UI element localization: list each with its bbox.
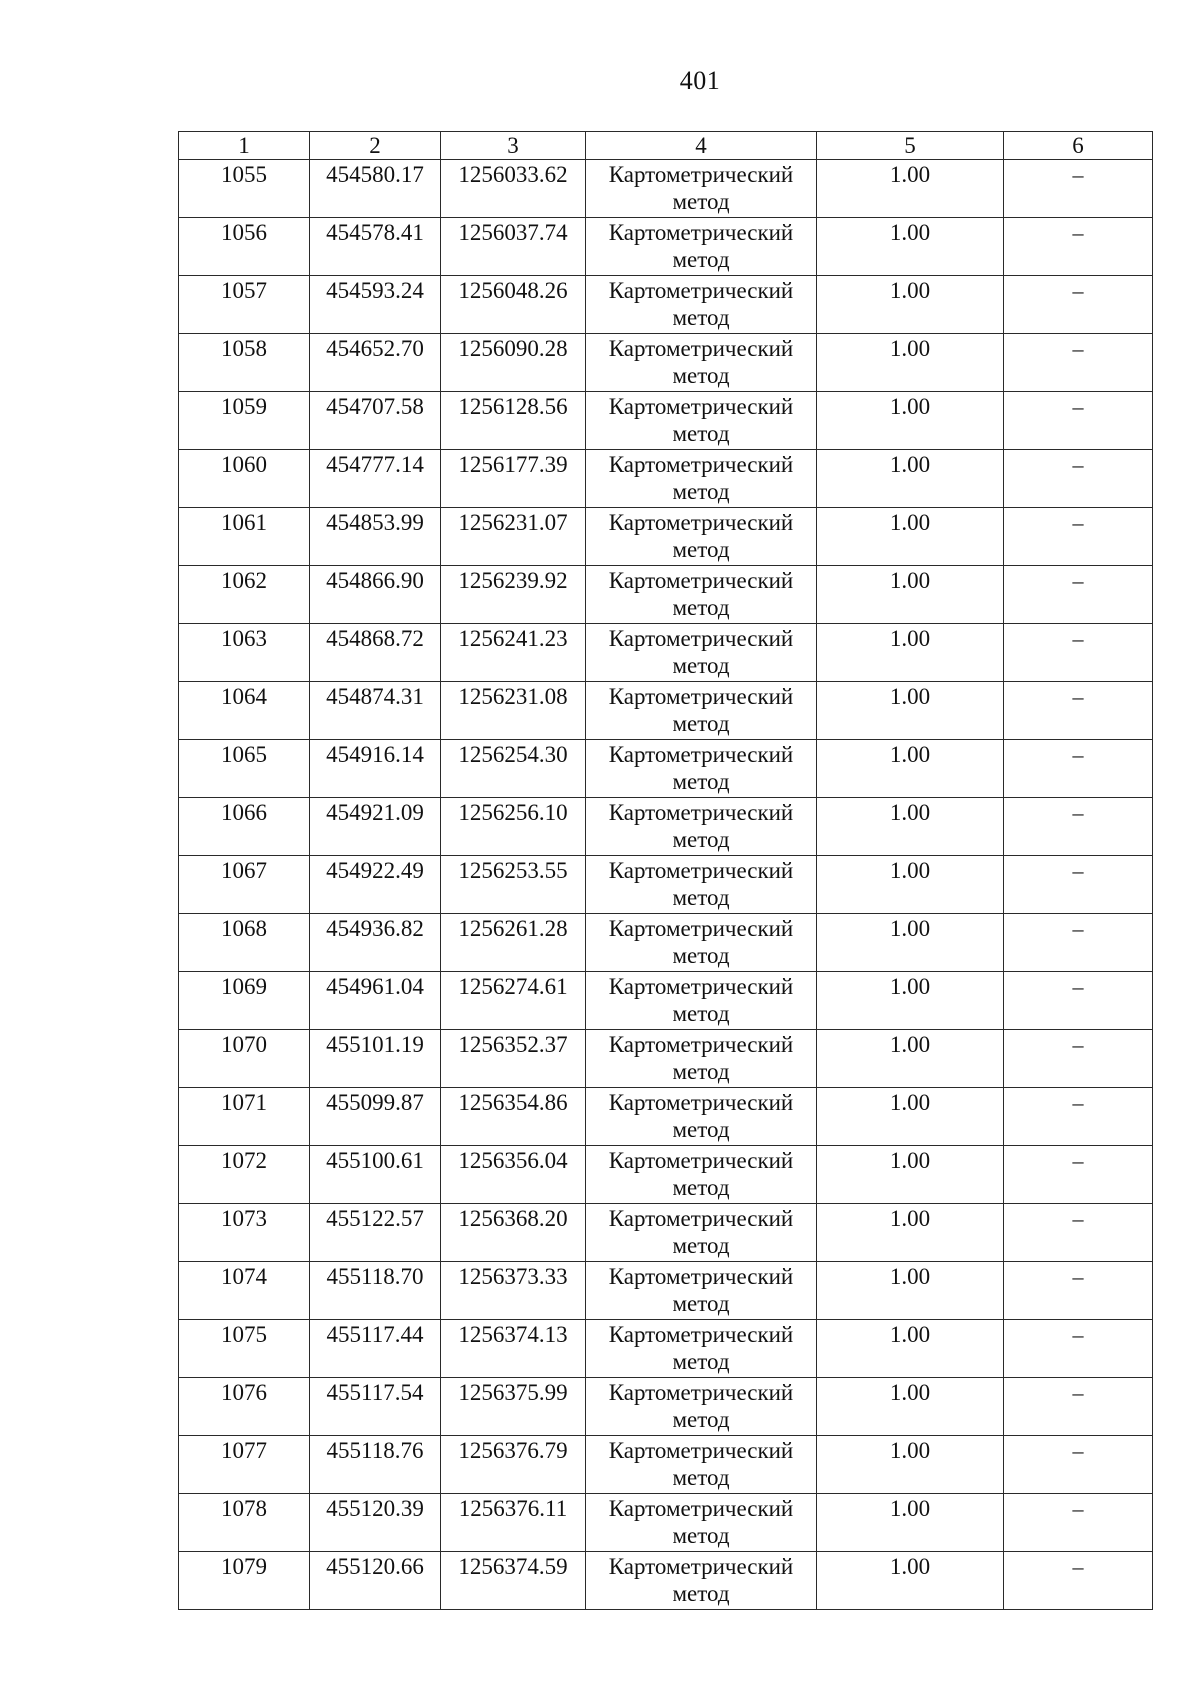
accuracy-cell: 1.00 (817, 1262, 1004, 1320)
method-line-1: Картометрический (608, 1554, 794, 1579)
method-line-2: метод (672, 711, 730, 736)
method-line-1: Картометрический (608, 1380, 794, 1405)
note-cell: – (1004, 1146, 1153, 1204)
point-number-cell: 1063 (179, 624, 310, 682)
coordinates-table (178, 131, 1153, 1610)
x-coordinate-cell: 455120.39 (310, 1494, 441, 1552)
method-line-2: метод (672, 1117, 730, 1142)
x-coordinate-cell: 455100.61 (310, 1146, 441, 1204)
note-cell: – (1004, 914, 1153, 972)
table-row (179, 740, 1153, 798)
accuracy-cell: 1.00 (817, 1030, 1004, 1088)
x-coordinate-cell: 454580.17 (310, 160, 441, 218)
method-line-2: метод (672, 1233, 730, 1258)
column-header: 4 (586, 132, 817, 160)
table-row (179, 1030, 1153, 1088)
y-coordinate-cell: 1256376.11 (441, 1494, 586, 1552)
method-cell (586, 1320, 817, 1378)
x-coordinate-cell: 454868.72 (310, 624, 441, 682)
x-coordinate-cell: 454707.58 (310, 392, 441, 450)
y-coordinate-cell: 1256374.13 (441, 1320, 586, 1378)
column-header: 1 (179, 132, 310, 160)
table-row (179, 218, 1153, 276)
accuracy-cell: 1.00 (817, 566, 1004, 624)
table-row (179, 334, 1153, 392)
point-number-cell: 1056 (179, 218, 310, 276)
note-cell: – (1004, 1320, 1153, 1378)
note-cell: – (1004, 392, 1153, 450)
method-line-2: метод (672, 769, 730, 794)
x-coordinate-cell: 454593.24 (310, 276, 441, 334)
method-line-2: метод (672, 943, 730, 968)
accuracy-cell: 1.00 (817, 1320, 1004, 1378)
note-cell: – (1004, 1436, 1153, 1494)
method-line-2: метод (672, 421, 730, 446)
method-line-1: Картометрический (608, 916, 794, 941)
method-line-2: метод (672, 1291, 730, 1316)
note-cell: – (1004, 624, 1153, 682)
method-line-1: Картометрический (608, 452, 794, 477)
accuracy-cell: 1.00 (817, 1088, 1004, 1146)
method-line-2: метод (672, 1523, 730, 1548)
y-coordinate-cell: 1256356.04 (441, 1146, 586, 1204)
method-line-1: Картометрический (608, 162, 794, 187)
y-coordinate-cell: 1256048.26 (441, 276, 586, 334)
table-header-row (179, 132, 1153, 160)
point-number-cell: 1060 (179, 450, 310, 508)
x-coordinate-cell: 454921.09 (310, 798, 441, 856)
method-cell (586, 1088, 817, 1146)
method-line-1: Картометрический (608, 684, 794, 709)
x-coordinate-cell: 454936.82 (310, 914, 441, 972)
method-line-2: метод (672, 653, 730, 678)
table-row (179, 682, 1153, 740)
accuracy-cell: 1.00 (817, 798, 1004, 856)
accuracy-cell: 1.00 (817, 740, 1004, 798)
note-cell: – (1004, 218, 1153, 276)
method-line-2: метод (672, 537, 730, 562)
method-line-2: метод (672, 305, 730, 330)
method-cell (586, 276, 817, 334)
accuracy-cell: 1.00 (817, 1552, 1004, 1610)
accuracy-cell: 1.00 (817, 1436, 1004, 1494)
page-number: 401 (679, 66, 721, 95)
method-line-1: Картометрический (608, 1438, 794, 1463)
method-line-2: метод (672, 1349, 730, 1374)
method-line-1: Картометрический (608, 858, 794, 883)
method-line-2: метод (672, 1465, 730, 1490)
x-coordinate-cell: 454777.14 (310, 450, 441, 508)
method-cell (586, 1552, 817, 1610)
method-line-2: метод (672, 827, 730, 852)
point-number-cell: 1078 (179, 1494, 310, 1552)
method-line-1: Картометрический (608, 336, 794, 361)
note-cell: – (1004, 508, 1153, 566)
point-number-cell: 1075 (179, 1320, 310, 1378)
method-line-2: метод (672, 1059, 730, 1084)
point-number-cell: 1072 (179, 1146, 310, 1204)
table-row (179, 1378, 1153, 1436)
method-line-2: метод (672, 595, 730, 620)
note-cell: – (1004, 276, 1153, 334)
point-number-cell: 1076 (179, 1378, 310, 1436)
method-cell (586, 508, 817, 566)
table-row (179, 392, 1153, 450)
table-row (179, 1146, 1153, 1204)
method-line-2: метод (672, 479, 730, 504)
method-cell (586, 682, 817, 740)
point-number-cell: 1073 (179, 1204, 310, 1262)
method-line-2: метод (672, 885, 730, 910)
method-cell (586, 160, 817, 218)
y-coordinate-cell: 1256375.99 (441, 1378, 586, 1436)
note-cell: – (1004, 1088, 1153, 1146)
method-line-1: Картометрический (608, 1148, 794, 1173)
y-coordinate-cell: 1256274.61 (441, 972, 586, 1030)
note-cell: – (1004, 1204, 1153, 1262)
table-row (179, 1552, 1153, 1610)
x-coordinate-cell: 454578.41 (310, 218, 441, 276)
table-row (179, 1088, 1153, 1146)
note-cell: – (1004, 566, 1153, 624)
x-coordinate-cell: 455118.76 (310, 1436, 441, 1494)
method-cell (586, 740, 817, 798)
note-cell: – (1004, 798, 1153, 856)
y-coordinate-cell: 1256239.92 (441, 566, 586, 624)
note-cell: – (1004, 1262, 1153, 1320)
accuracy-cell: 1.00 (817, 276, 1004, 334)
x-coordinate-cell: 454866.90 (310, 566, 441, 624)
table-row (179, 566, 1153, 624)
note-cell: – (1004, 740, 1153, 798)
table-row (179, 1494, 1153, 1552)
x-coordinate-cell: 454874.31 (310, 682, 441, 740)
note-cell: – (1004, 856, 1153, 914)
note-cell: – (1004, 972, 1153, 1030)
x-coordinate-cell: 455101.19 (310, 1030, 441, 1088)
table-row (179, 972, 1153, 1030)
point-number-cell: 1071 (179, 1088, 310, 1146)
method-line-2: метод (672, 1581, 730, 1606)
point-number-cell: 1067 (179, 856, 310, 914)
accuracy-cell: 1.00 (817, 1494, 1004, 1552)
accuracy-cell: 1.00 (817, 1146, 1004, 1204)
table-row (179, 276, 1153, 334)
method-line-2: метод (672, 1175, 730, 1200)
method-cell (586, 1146, 817, 1204)
point-number-cell: 1059 (179, 392, 310, 450)
table-row (179, 450, 1153, 508)
point-number-cell: 1064 (179, 682, 310, 740)
note-cell: – (1004, 450, 1153, 508)
table-row (179, 914, 1153, 972)
note-cell: – (1004, 1030, 1153, 1088)
accuracy-cell: 1.00 (817, 624, 1004, 682)
method-line-2: метод (672, 247, 730, 272)
method-line-2: метод (672, 363, 730, 388)
method-cell (586, 218, 817, 276)
method-line-2: метод (672, 1407, 730, 1432)
accuracy-cell: 1.00 (817, 334, 1004, 392)
method-line-2: метод (672, 189, 730, 214)
accuracy-cell: 1.00 (817, 1204, 1004, 1262)
note-cell: – (1004, 334, 1153, 392)
y-coordinate-cell: 1256368.20 (441, 1204, 586, 1262)
point-number-cell: 1065 (179, 740, 310, 798)
method-line-1: Картометрический (608, 1032, 794, 1057)
point-number-cell: 1058 (179, 334, 310, 392)
accuracy-cell: 1.00 (817, 392, 1004, 450)
method-line-1: Картометрический (608, 1264, 794, 1289)
x-coordinate-cell: 454853.99 (310, 508, 441, 566)
x-coordinate-cell: 454652.70 (310, 334, 441, 392)
y-coordinate-cell: 1256256.10 (441, 798, 586, 856)
note-cell: – (1004, 160, 1153, 218)
accuracy-cell: 1.00 (817, 508, 1004, 566)
x-coordinate-cell: 454916.14 (310, 740, 441, 798)
x-coordinate-cell: 455117.54 (310, 1378, 441, 1436)
method-cell (586, 1436, 817, 1494)
method-cell (586, 624, 817, 682)
method-cell (586, 856, 817, 914)
accuracy-cell: 1.00 (817, 972, 1004, 1030)
y-coordinate-cell: 1256231.08 (441, 682, 586, 740)
method-cell (586, 1262, 817, 1320)
y-coordinate-cell: 1256254.30 (441, 740, 586, 798)
y-coordinate-cell: 1256261.28 (441, 914, 586, 972)
method-line-1: Картометрический (608, 510, 794, 535)
point-number-cell: 1062 (179, 566, 310, 624)
method-line-1: Картометрический (608, 568, 794, 593)
y-coordinate-cell: 1256090.28 (441, 334, 586, 392)
accuracy-cell: 1.00 (817, 682, 1004, 740)
method-cell (586, 1030, 817, 1088)
method-line-1: Картометрический (608, 742, 794, 767)
y-coordinate-cell: 1256253.55 (441, 856, 586, 914)
y-coordinate-cell: 1256376.79 (441, 1436, 586, 1494)
method-cell (586, 392, 817, 450)
column-header: 2 (310, 132, 441, 160)
method-cell (586, 1494, 817, 1552)
y-coordinate-cell: 1256128.56 (441, 392, 586, 450)
y-coordinate-cell: 1256352.37 (441, 1030, 586, 1088)
table-row (179, 856, 1153, 914)
accuracy-cell: 1.00 (817, 856, 1004, 914)
accuracy-cell: 1.00 (817, 218, 1004, 276)
method-line-1: Картометрический (608, 800, 794, 825)
method-line-2: метод (672, 1001, 730, 1026)
column-header: 3 (441, 132, 586, 160)
x-coordinate-cell: 455117.44 (310, 1320, 441, 1378)
point-number-cell: 1070 (179, 1030, 310, 1088)
table-row (179, 798, 1153, 856)
y-coordinate-cell: 1256177.39 (441, 450, 586, 508)
table-body (179, 160, 1153, 1610)
x-coordinate-cell: 455120.66 (310, 1552, 441, 1610)
method-line-1: Картометрический (608, 1206, 794, 1231)
x-coordinate-cell: 455122.57 (310, 1204, 441, 1262)
accuracy-cell: 1.00 (817, 160, 1004, 218)
point-number-cell: 1061 (179, 508, 310, 566)
accuracy-cell: 1.00 (817, 1378, 1004, 1436)
table-row (179, 624, 1153, 682)
y-coordinate-cell: 1256231.07 (441, 508, 586, 566)
method-line-1: Картометрический (608, 278, 794, 303)
note-cell: – (1004, 1552, 1153, 1610)
column-header: 5 (817, 132, 1004, 160)
point-number-cell: 1079 (179, 1552, 310, 1610)
table-row (179, 1436, 1153, 1494)
x-coordinate-cell: 454961.04 (310, 972, 441, 1030)
method-line-1: Картометрический (608, 394, 794, 419)
method-cell (586, 798, 817, 856)
method-cell (586, 450, 817, 508)
column-header: 6 (1004, 132, 1153, 160)
method-line-1: Картометрический (608, 626, 794, 651)
method-cell (586, 1204, 817, 1262)
x-coordinate-cell: 455118.70 (310, 1262, 441, 1320)
y-coordinate-cell: 1256241.23 (441, 624, 586, 682)
table-row (179, 160, 1153, 218)
method-cell (586, 334, 817, 392)
x-coordinate-cell: 455099.87 (310, 1088, 441, 1146)
table-row (179, 1204, 1153, 1262)
note-cell: – (1004, 682, 1153, 740)
method-cell (586, 566, 817, 624)
y-coordinate-cell: 1256373.33 (441, 1262, 586, 1320)
point-number-cell: 1068 (179, 914, 310, 972)
point-number-cell: 1057 (179, 276, 310, 334)
y-coordinate-cell: 1256033.62 (441, 160, 586, 218)
method-line-1: Картометрический (608, 1090, 794, 1115)
method-cell (586, 972, 817, 1030)
point-number-cell: 1069 (179, 972, 310, 1030)
point-number-cell: 1066 (179, 798, 310, 856)
table-row (179, 508, 1153, 566)
table-row (179, 1320, 1153, 1378)
method-line-1: Картометрический (608, 220, 794, 245)
table-row (179, 1262, 1153, 1320)
point-number-cell: 1074 (179, 1262, 310, 1320)
accuracy-cell: 1.00 (817, 914, 1004, 972)
point-number-cell: 1055 (179, 160, 310, 218)
method-line-1: Картометрический (608, 1322, 794, 1347)
point-number-cell: 1077 (179, 1436, 310, 1494)
note-cell: – (1004, 1378, 1153, 1436)
y-coordinate-cell: 1256354.86 (441, 1088, 586, 1146)
method-cell (586, 914, 817, 972)
accuracy-cell: 1.00 (817, 450, 1004, 508)
method-line-1: Картометрический (608, 974, 794, 999)
note-cell: – (1004, 1494, 1153, 1552)
y-coordinate-cell: 1256037.74 (441, 218, 586, 276)
method-cell (586, 1378, 817, 1436)
y-coordinate-cell: 1256374.59 (441, 1552, 586, 1610)
method-line-1: Картометрический (608, 1496, 794, 1521)
x-coordinate-cell: 454922.49 (310, 856, 441, 914)
